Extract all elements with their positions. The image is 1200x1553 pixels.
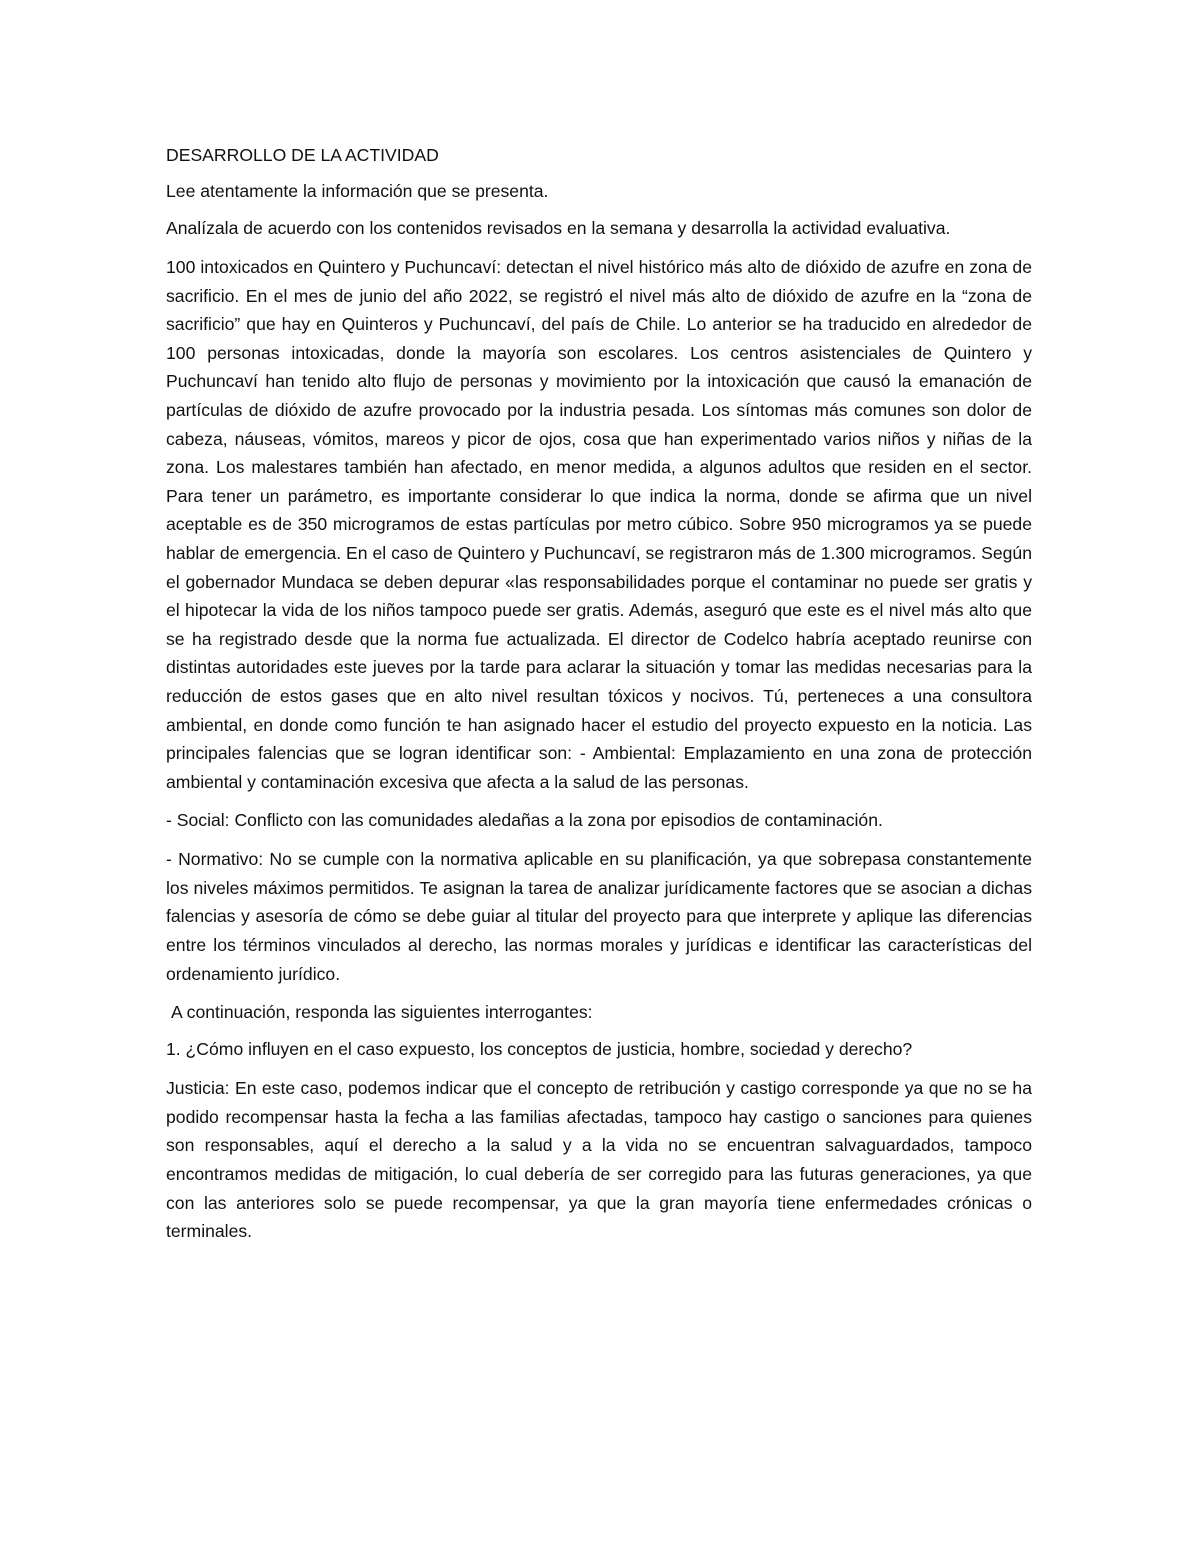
document-title: DESARROLLO DE LA ACTIVIDAD (166, 145, 439, 165)
social-point: - Social: Conflicto con las comunidades aledañas a la zona por episodios de contaminación. (166, 810, 883, 831)
document-page (166, 143, 1032, 1258)
answer-justicia: Justicia: En este caso, podemos indicar que el concepto de retribución y castigo corresponde ya que no se ha podido recompensar hasta la fecha a las familias afectadas, tampoco hay castigo o sanciones para quienes son responsables, aquí el derecho a la salud y a la vida no se encuentran salvaguardados, tampoco encontramos medidas de mitigación, lo cual debería de ser corregido para las futuras generaciones, ya que con las anteriores solo se puede recompensar, ya que la gran mayoría tiene enfermedades crónicas o terminales. (166, 1078, 1032, 1242)
normative-point: - Normativo: No se cumple con la normativa aplicable en su planificación, ya que sobrepasa constantemente los niveles máximos permitidos. Te asignan la tarea de analizar jurídicamente factores que se asocian a dichas falencias y asesoría de cómo se debe guiar al titular del proyecto para que interprete y aplique las diferencias entre los términos vinculados al derecho, las normas morales y jurídicas e identificar las características del ordenamiento jurídico. (166, 849, 1032, 984)
instruction-read: Lee atentamente la información que se presenta. (166, 181, 549, 201)
questions-intro: A continuación, responda las siguientes interrogantes: (171, 1002, 593, 1023)
question-1: 1. ¿Cómo influyen en el caso expuesto, los conceptos de justicia, hombre, sociedad y derecho? (166, 1039, 913, 1060)
case-description: 100 intoxicados en Quintero y Puchuncaví: detectan el nivel histórico más alto de dióxido de azufre en zona de sacrificio. En el mes de junio del año 2022, se registró el nivel más alto de dióxido de azufre en la “zona de sacrificio” que hay en Quinteros y Puchuncaví, del país de Chile. Lo anterior se ha traducido en alrededor de 100 personas intoxicadas, donde la mayoría son escolares. Los centros asistenciales de Quintero y Puchuncaví han tenido alto flujo de personas y movimiento por la intoxicación que causó la emanación de partículas de dióxido de azufre provocado por la industria pesada. Los síntomas más comunes son dolor de cabeza, náuseas, vómitos, mareos y picor de ojos, cosa que han experimentado varios niños y niñas de la zona. Los malestares también han afectado, en menor medida, a algunos adultos que residen en el sector. Para tener un parámetro, es importante considerar lo que indica la norma, donde se afirma que un nivel aceptable es de 350 microgramos de estas partículas por metro cúbico. Sobre 950 microgramos ya se puede hablar de emergencia. En el caso de Quintero y Puchuncaví, se registraron más de 1.300 microgramos. Según el gobernador Mundaca se deben depurar «las responsabilidades porque el contaminar no puede ser gratis y el hipotecar la vida de los niños tampoco puede ser gratis. Además, aseguró que este es el nivel más alto que se ha registrado desde que la norma fue actualizada. El director de Codelco habría aceptado reunirse con distintas autoridades este jueves por la tarde para aclarar la situación y tomar las medidas necesarias para la reducción de estos gases que en alto nivel resultan tóxicos y nocivos. Tú, perteneces a una consultora ambiental, en donde como función te han asignado hacer el estudio del proyecto expuesto en la noticia. Las principales falencias que se logran identificar son: - Ambiental: Emplazamiento en una zona de protección ambiental y contaminación excesiva que afecta a la salud de las personas. (166, 257, 1032, 792)
instruction-analyze: Analízala de acuerdo con los contenidos revisados en la semana y desarrolla la actividad evaluativa. (166, 218, 951, 238)
